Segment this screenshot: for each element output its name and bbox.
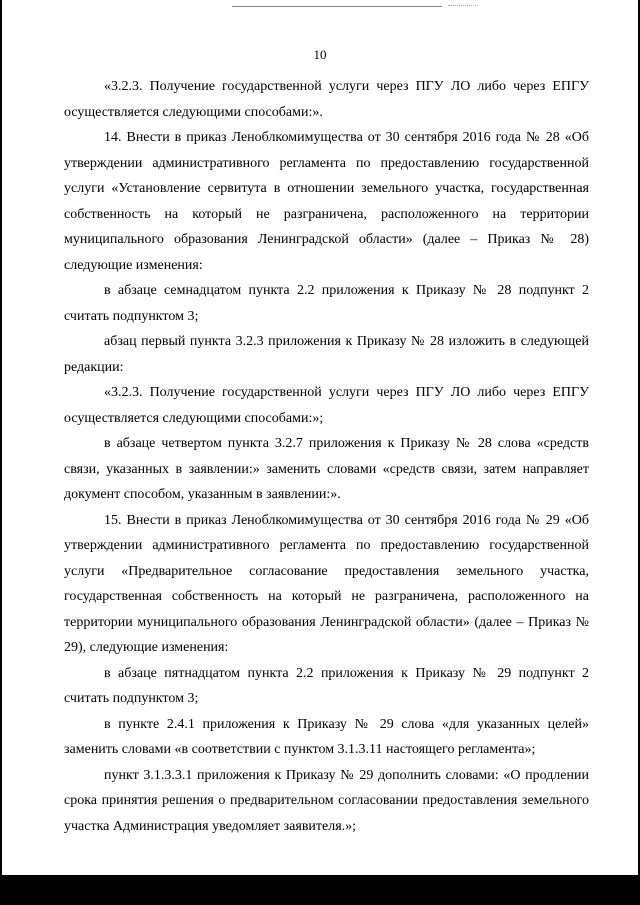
paragraph: 14. Внести в приказ Леноблкомимущества от 30 сентября 2016 года № 28 «Об утверждении административного регламента по предоставлению государственной услуги «Установление сервитута в отношении земельного участка, государственная собственность на который не разграничена, расположенного на территории муниципального образования Ленинградской области» (далее – Приказ № 28) следующие изменения: [64, 130, 589, 273]
header-rule-dots [448, 5, 478, 6]
document-body [64, 74, 589, 839]
paragraph: в абзаце пятнадцатом пункта 2.2 приложения к Приказу № 29 подпункт 2 считать подпунктом 3; [64, 665, 589, 706]
paragraph: в абзаце семнадцатом пункта 2.2 приложения к Приказу № 28 подпункт 2 считать подпунктом 3; [64, 283, 589, 324]
paragraph: абзац первый пункта 3.2.3 приложения к Приказу № 28 изложить в следующей редакции: [64, 334, 589, 375]
page-number: 10 [313, 47, 327, 62]
paragraph: в абзаце четвертом пункта 3.2.7 приложения к Приказу № 28 слова «средств связи, указанных в заявлении:» заменить словами «средств связи, затем направляет документ способом, указанным в заявлении:». [64, 436, 589, 502]
paragraph: «3.2.3. Получение государственной услуги через ПГУ ЛО либо через ЕПГУ осуществляется следующими способами:». [64, 79, 589, 120]
scan-bottom-edge [0, 875, 640, 905]
header-rule [232, 6, 442, 7]
paragraph: пункт 3.1.3.3.1 приложения к Приказу № 29 дополнить словами: «О продлении срока принятия решения о предварительном согласовании предоставления земельного участка Администрация уведомляет заявителя.»; [64, 767, 589, 834]
paragraph: 15. Внести в приказ Леноблкомимущества от 30 сентября 2016 года № 29 «Об утверждении административного регламента по предоставлению государственной услуги «Предварительное согласование предоставления земельного участка, государственная собственность на который не разграничена, расположенного на территории муниципального образования Ленинградской области» (далее – Приказ № 29), следующие изменения: [64, 512, 589, 655]
paragraph: в пункте 2.4.1 приложения к Приказу № 29 слова «для указанных целей» заменить словами «в соответствии с пунктом 3.1.3.11 настоящего регламента»; [64, 716, 589, 757]
paragraph: «3.2.3. Получение государственной услуги через ПГУ ЛО либо через ЕПГУ осуществляется следующими способами:»; [64, 385, 589, 426]
scan-edge-left [0, 0, 2, 905]
